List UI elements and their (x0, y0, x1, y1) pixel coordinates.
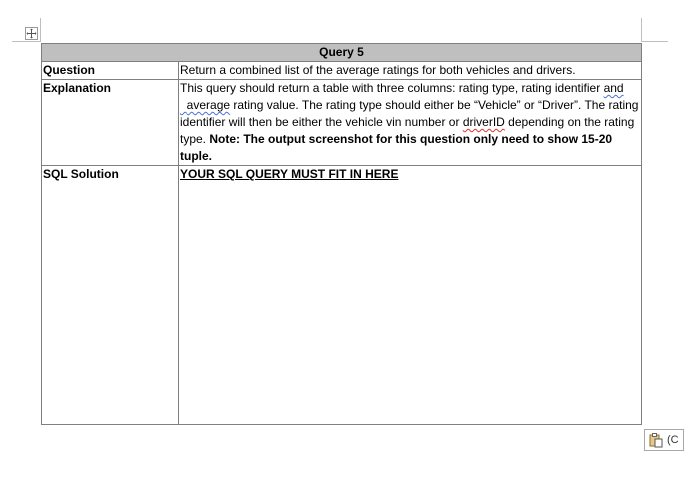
sql-solution-cell[interactable] (179, 166, 642, 425)
table-move-icon[interactable] (25, 27, 38, 40)
question-label[interactable]: Question (42, 62, 179, 80)
sql-solution-row (42, 166, 642, 425)
margin-guide-right (641, 18, 642, 42)
question-row (42, 62, 642, 80)
paste-clipboard-icon (649, 433, 663, 455)
margin-guide-top-right (642, 41, 668, 42)
paste-options-label: (C (667, 434, 679, 446)
sql-solution-label[interactable]: SQL Solution (42, 166, 179, 425)
grammar-flag-average: average (186, 98, 231, 112)
explanation-part-1: This query should return a table with three columns: rating type, rating identifier (180, 81, 604, 95)
explanation-label[interactable]: Explanation (42, 80, 179, 166)
explanation-row (42, 80, 642, 166)
paste-options-button[interactable] (644, 429, 684, 451)
sql-placeholder-text: YOUR SQL QUERY MUST FIT IN HERE (180, 167, 399, 181)
margin-guide-top-left (12, 41, 40, 42)
explanation-text[interactable] (179, 80, 642, 166)
grammar-flag-gap (180, 98, 187, 112)
explanation-note: Note: The output screenshot for this question only need to show 15-20 tuple. (180, 132, 613, 163)
explanation-part-2: rating value. The rating type should either be “Vehicle” or “Driver”. The rating identifier will then be either the vehicle vin number or (180, 98, 639, 129)
query-title[interactable]: Query 5 (42, 44, 642, 62)
question-text[interactable]: Return a combined list of the average ratings for both vehicles and drivers. (179, 62, 642, 80)
explanation-part-3: depending on the rating type. (180, 115, 635, 146)
query-table (41, 43, 642, 425)
query-header-row (42, 44, 642, 62)
margin-guide-left (40, 18, 41, 42)
spelling-flag-driverid: driverID (462, 115, 505, 129)
grammar-flag-and: and (603, 81, 624, 95)
